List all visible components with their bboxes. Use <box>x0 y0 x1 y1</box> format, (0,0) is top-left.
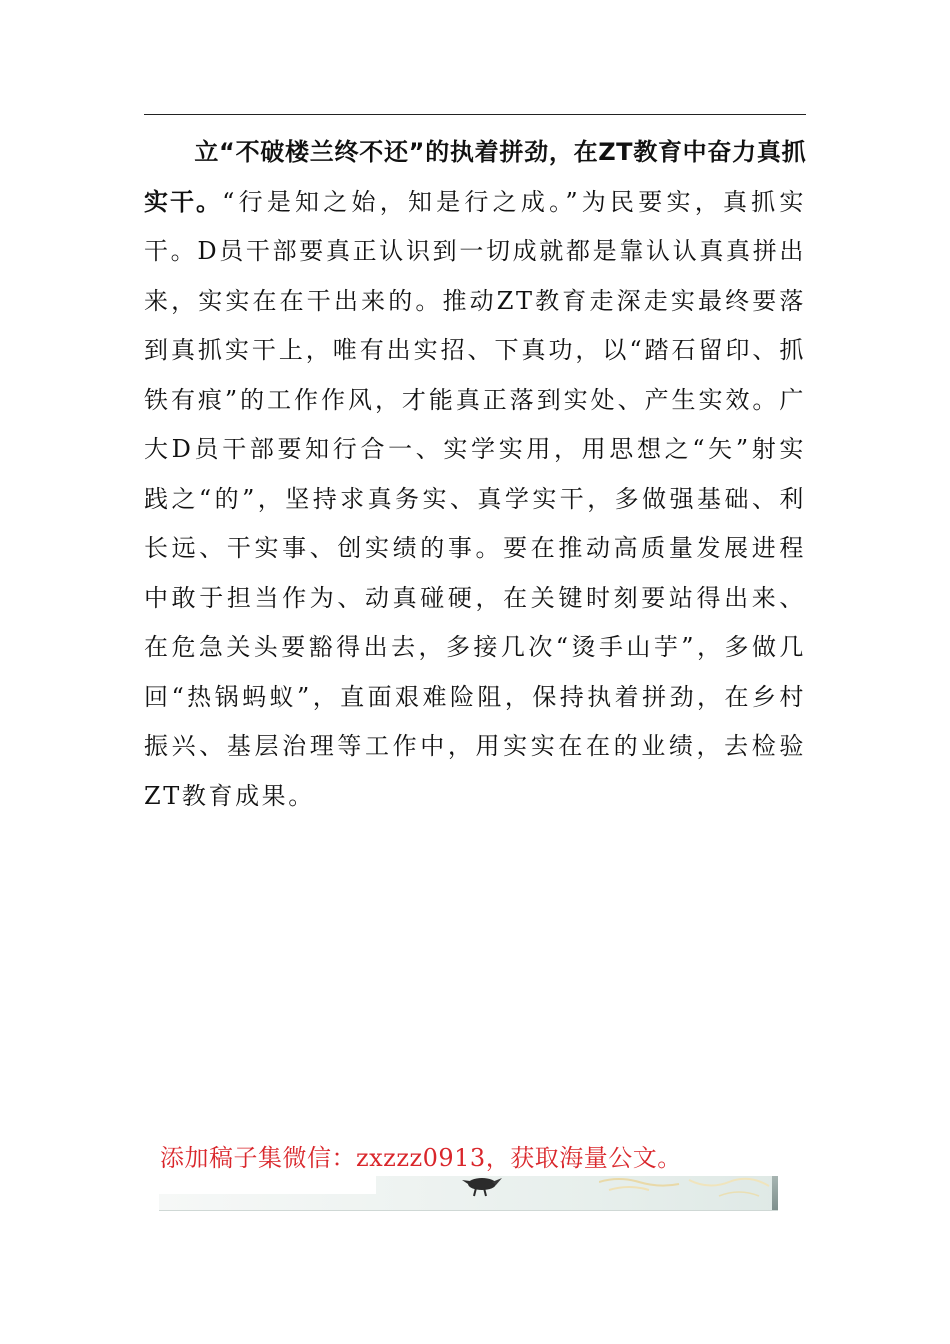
banner-edge <box>772 1176 778 1210</box>
promo-text: 添加稿子集微信：zxzzz0913，获取海量公文。 <box>160 1144 682 1172</box>
bird-icon <box>462 1176 504 1200</box>
body-paragraph <box>144 128 806 821</box>
section-heading: 立“不破楼兰终不还”的执着拼劲，在ZT教育中奋力真抓实干。 <box>144 138 806 216</box>
banner-white-strip <box>159 1176 376 1194</box>
decorative-banner-image <box>159 1176 778 1211</box>
header-rule <box>144 114 806 115</box>
paragraph-text: “行是知之始，知是行之成。”为民要实，真抓实干。D员干部要真正认识到一切成就都是靠认认真真拼出来，实实在在干出来的。推动ZT教育走深走实最终要落到真抓实干上，唯有出实招、下真功，以“踏石留印、抓铁有痕”的工作作风，才能真正落到实处、产生实效。广大D员干部要知行合一、实学实用，用思想之“矢”射实践之“的”，坚持求真务实、真学实干，多做强基础、利长远、干实事、创实绩的事。要在推动高质量发展进程中敢于担当作为、动真碰硬，在关键时刻要站得出来、在危急关头要豁得出去，多接几次“烫手山芋”，多做几回“热锅蚂蚁”，直面艰难险阻，保持执着拼劲，在乡村振兴、基层治理等工作中，用实实在在的业绩，去检验ZT教育成果。 <box>144 187 806 810</box>
cloud-swirl-icon <box>599 1176 778 1210</box>
